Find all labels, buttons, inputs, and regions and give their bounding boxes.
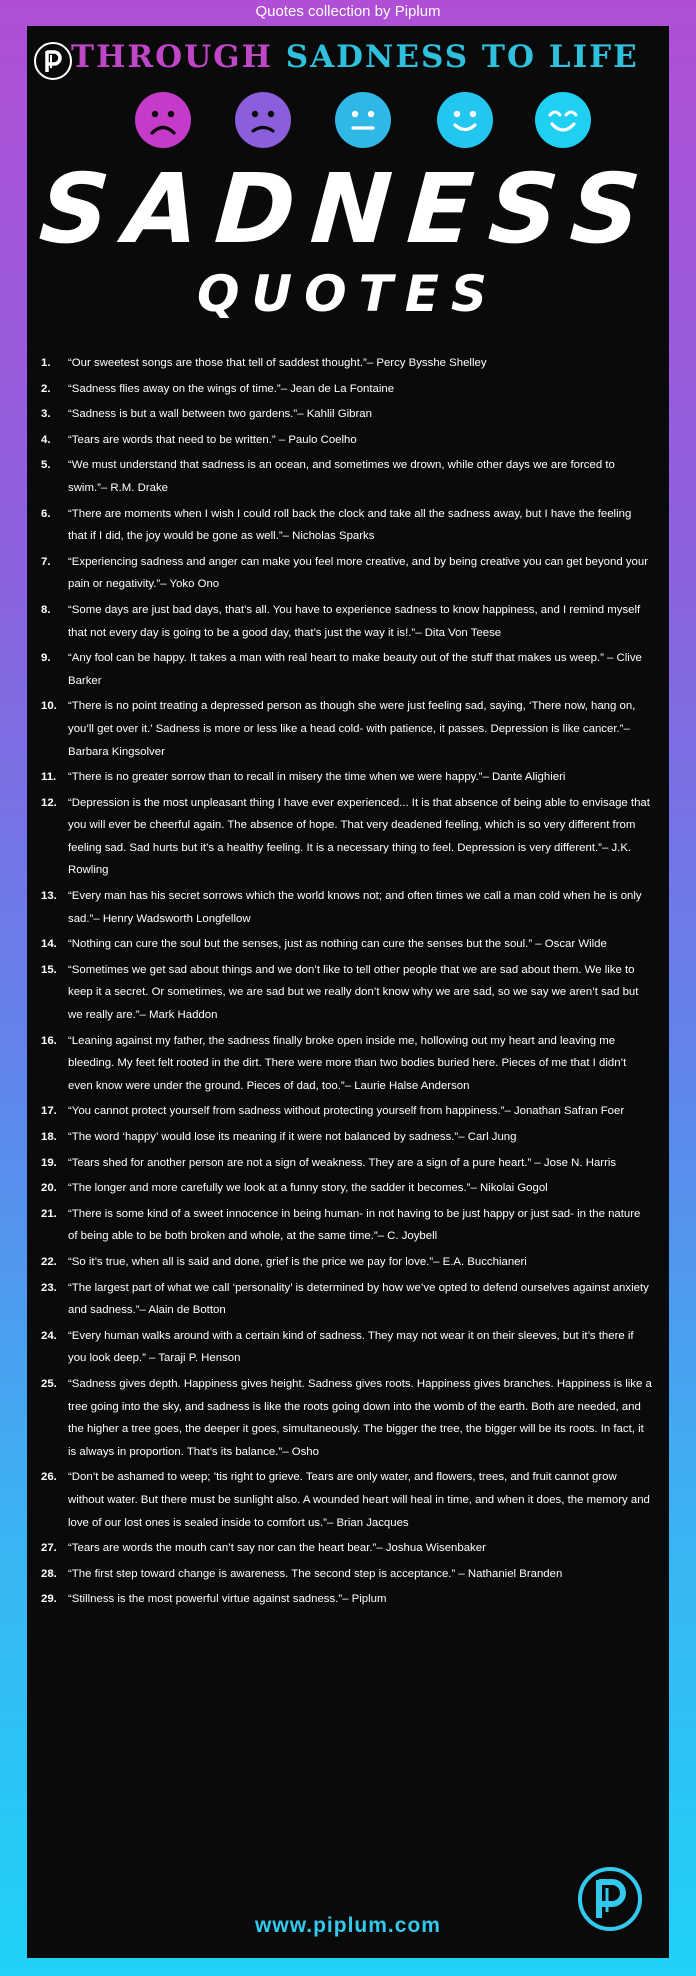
quote-item: [41, 1177, 653, 1200]
quote-number: 16.: [41, 1034, 57, 1047]
quote-number: 15.: [41, 963, 57, 976]
quote-text: “Our sweetest songs are those that tell of saddest thought.”– Percy Bysshe Shelley: [68, 357, 487, 369]
neutral-face-icon: [335, 92, 391, 148]
footer-url[interactable]: www.piplum.com: [255, 1914, 441, 1937]
quote-text: “Sadness flies away on the wings of time.”– Jean de La Fontaine: [68, 382, 395, 395]
title-sadness: SADNESS: [36, 153, 660, 265]
quote-item: [41, 1563, 653, 1586]
quote-number: 3.: [41, 408, 51, 421]
quote-number: 25.: [41, 1377, 57, 1390]
quote-item: [41, 1203, 653, 1248]
mood-faces-row: [107, 92, 607, 152]
quote-item: [41, 766, 653, 789]
smile-face-icon: [437, 92, 493, 148]
quote-text: “Experiencing sadness and anger can make you feel more creative, and by being creative you can get beyond your pain or negativity.”– Yoko Ono: [68, 555, 649, 591]
quote-text: “There is no point treating a depressed person as though she were just feeling sad, saying, ‘There now, hang on, you’ll get over it.’ Sadness is more or less like a head cold- with patience, it passes. Depression is like cancer.”– Barbara Kingsolver: [68, 700, 636, 758]
quote-number: 17.: [41, 1105, 57, 1118]
quote-item: [41, 933, 653, 956]
tagline: [71, 36, 671, 78]
quote-number: 14.: [41, 938, 57, 951]
quote-text: “There is some kind of a sweet innocence in being human- in not having to be just happy or just sad- in the nature of being able to be both broken and whole, at the same time.”– C. Joybell: [68, 1207, 641, 1243]
quote-number: 10.: [41, 700, 57, 713]
quote-item: [41, 551, 653, 596]
quote-number: 11.: [41, 771, 57, 784]
quote-text: “There is no greater sorrow than to recall in misery the time when we were happy.”– Dante Alighieri: [68, 771, 566, 784]
quote-text: “Every man has his secret sorrows which the world knows not; and often times we call a man cold when he is only sad.”– Henry Wadsworth Longfellow: [68, 890, 642, 925]
quotes-poster: [27, 26, 669, 1958]
piplum-logo-icon: [34, 42, 72, 80]
quote-item: [41, 1373, 653, 1463]
tagline-sadness-to-life: SADNESS TO LIFE: [285, 39, 639, 75]
quote-number: 23.: [41, 1281, 57, 1294]
quote-number: 9.: [41, 652, 51, 665]
quote-text: “Sadness is but a wall between two gardens.”– Kahlil Gibran: [68, 408, 372, 421]
quote-number: 6.: [41, 507, 51, 520]
collection-caption: Quotes collection by Piplum: [255, 3, 441, 20]
quote-number: 7.: [41, 555, 51, 568]
quote-number: 4.: [41, 433, 51, 446]
quote-item: [41, 1152, 653, 1175]
quote-item: [41, 454, 653, 499]
quote-item: [41, 647, 653, 692]
quote-item: [41, 378, 653, 401]
quote-item: [41, 1030, 653, 1098]
quote-list: [41, 352, 653, 1614]
quote-number: 18.: [41, 1131, 57, 1143]
quote-item: [41, 429, 653, 452]
quote-item: [41, 695, 653, 763]
quote-number: 29.: [41, 1593, 57, 1606]
quote-number: 2.: [41, 382, 51, 395]
quote-number: 28.: [41, 1567, 57, 1580]
sad-face-icon: [235, 92, 291, 148]
quote-item: [41, 1126, 653, 1149]
tagline-through: THROUGH: [71, 39, 273, 75]
sad-face-icon: [135, 92, 191, 148]
happy-face-icon: [535, 92, 591, 148]
quote-item: [41, 792, 653, 882]
quote-number: 5.: [41, 459, 51, 472]
quote-text: “The first step toward change is awareness. The second step is acceptance.” – Nathaniel Branden: [68, 1567, 563, 1580]
quote-text: “Depression is the most unpleasant thing I have ever experienced... It is that absence of being able to envisage that you will ever be cheerful again. The absence of hope. That very deadened feeling, which is so very different from feeling sad. Sad hurts but it’s a healthy feeling. It is a necessary thing to feel. Depression is very different.”– J.K. Rowling: [68, 796, 650, 877]
quote-text: “Any fool can be happy. It takes a man with real heart to make beauty out of the stuff that makes us weep.” – Clive Barker: [68, 652, 642, 687]
quote-item: [41, 1100, 653, 1123]
quote-text: “Nothing can cure the soul but the senses, just as nothing can cure the senses but the soul.” – Oscar Wilde: [68, 938, 607, 951]
quote-item: [41, 1466, 653, 1534]
quote-item: [41, 599, 653, 644]
quote-number: 26.: [41, 1471, 57, 1484]
quote-item: [41, 403, 653, 426]
quote-text: “Tears are words that need to be written.” – Paulo Coelho: [68, 433, 357, 446]
quote-text: “Stillness is the most powerful virtue against sadness.”– Piplum: [68, 1593, 387, 1606]
quote-number: 24.: [41, 1329, 57, 1342]
quote-number: 20.: [41, 1182, 57, 1195]
quote-text: “The word ‘happy’ would lose its meaning if it were not balanced by sadness.”– Carl Jung: [68, 1131, 517, 1143]
quote-item: [41, 1277, 653, 1322]
quote-text: “So it’s true, when all is said and done, grief is the price we pay for love.”– E.A. Bucchianeri: [68, 1255, 527, 1268]
quote-text: “We must understand that sadness is an ocean, and sometimes we drown, while other days we are forced to swim.”– R.M. Drake: [68, 459, 615, 494]
quote-text: “The largest part of what we call ‘personality’ is determined by how we’ve opted to defend ourselves against anxiety and sadness.”– Alain de Botton: [68, 1281, 649, 1317]
quote-item: [41, 1588, 653, 1611]
quote-item: [41, 959, 653, 1027]
quote-text: “Sadness gives depth. Happiness gives height. Sadness gives roots. Happiness gives branches. Happiness is like a tree going into the sky, and sadness is like the roots going down into the womb of the earth. Both are needed, and the higher a tree goes, the deeper it goes, simultaneously. The bigger the tree, the bigger will be its roots. In fact, it is always in proportion. That’s its balance.”– Osho: [68, 1377, 652, 1458]
quote-number: 27.: [41, 1542, 57, 1555]
quote-item: [41, 1251, 653, 1274]
quote-number: 1.: [41, 357, 51, 369]
quote-number: 12.: [41, 796, 57, 809]
quote-text: “Tears shed for another person are not a sign of weakness. They are a sign of a pure heart.” – Jose N. Harris: [68, 1156, 617, 1169]
quote-text: “Leaning against my father, the sadness finally broke open inside me, hollowing out my heart and leaving me bleeding. My feet felt rooted in the dirt. There were more than two bodies buried here. Pieces of me that I didn’t even know were under the ground. Pieces of dad, too.”– Laurie Halse Anderson: [68, 1034, 627, 1092]
quote-number: 21.: [41, 1207, 57, 1220]
quote-text: “Some days are just bad days, that’s all. You have to experience sadness to know happiness, and I remind myself that not every day is going to be a good day, that’s just the way it is!.”– Dita Von Teese: [68, 603, 641, 639]
quote-text: “You cannot protect yourself from sadness without protecting yourself from happiness.”– Jonathan Safran Foer: [68, 1105, 625, 1118]
title-quotes: QUOTES: [197, 265, 499, 323]
quote-number: 22.: [41, 1255, 57, 1268]
quote-text: “Every human walks around with a certain kind of sadness. They may not wear it on their sleeves, but it’s there if you look deep.” – Taraji P. Henson: [68, 1329, 634, 1365]
quote-text: “Tears are words the mouth can’t say nor can the heart bear.”– Joshua Wisenbaker: [68, 1542, 486, 1555]
quote-item: [41, 503, 653, 548]
quote-number: 13.: [41, 890, 57, 903]
quote-item: [41, 1537, 653, 1560]
quote-text: “The longer and more carefully we look at a funny story, the sadder it becomes.”– Nikolai Gogol: [68, 1182, 548, 1195]
quote-number: 19.: [41, 1156, 57, 1169]
quote-item: [41, 1325, 653, 1370]
quote-text: “Sometimes we get sad about things and we don’t like to tell other people that we are sad about them. We like to keep it a secret. Or sometimes, we are sad but we really don’t know why we are sad, so we say we aren’t sad but we really are.”– Mark Haddon: [68, 963, 639, 1022]
quote-number: 8.: [41, 603, 51, 616]
quote-item: [41, 885, 653, 930]
quote-text: “Don’t be ashamed to weep; ’tis right to grieve. Tears are only water, and flowers, trees, and fruit cannot grow without water. But there must be sunlight also. A wounded heart will heal in time, and when it does, the memory and love of our lost ones is sealed inside to comfort us.”– Brian Jacques: [68, 1471, 650, 1529]
quote-text: “There are moments when I wish I could roll back the clock and take all the sadness away, but I have the feeling that if I did, the joy would be gone as well.”– Nicholas Sparks: [68, 507, 632, 543]
quote-item: [41, 352, 653, 375]
